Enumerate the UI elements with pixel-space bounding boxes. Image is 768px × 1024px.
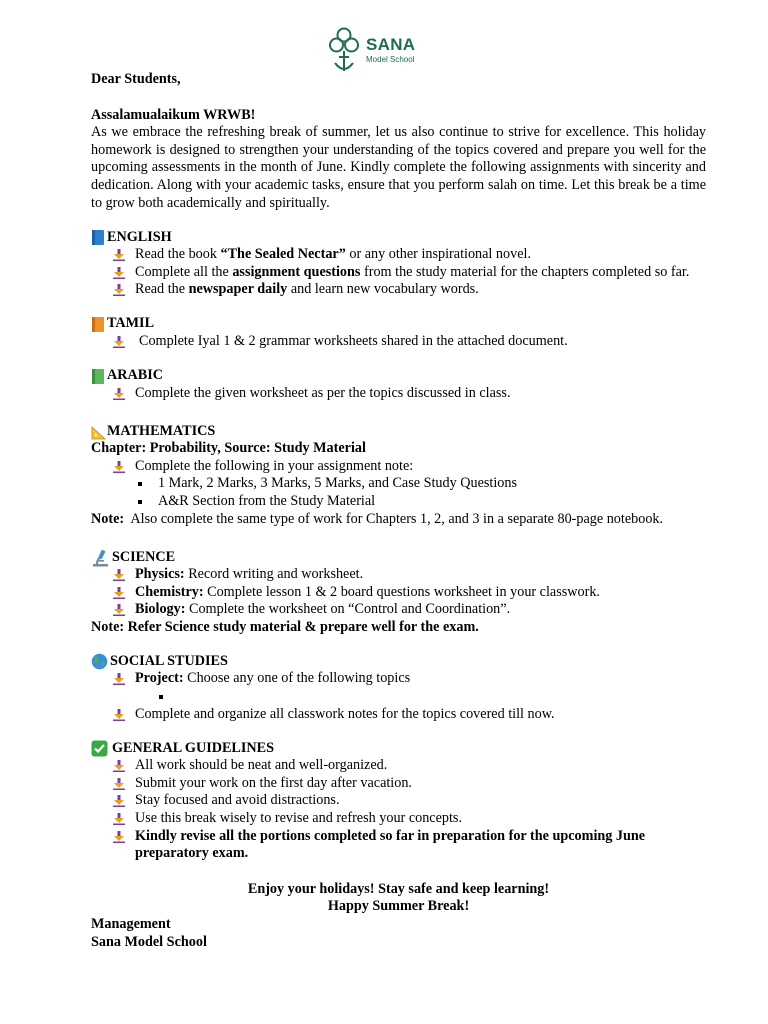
list-item: Biology: Complete the worksheet on “Control and Coordination”. — [91, 601, 706, 619]
closing-line-1: Enjoy your holidays! Stay safe and keep learning! — [247, 880, 550, 897]
arrow-bullet-icon — [113, 388, 125, 400]
logo-name: SANA — [366, 35, 416, 54]
green-book-icon — [91, 368, 106, 385]
triangular-ruler-icon — [91, 423, 106, 440]
list-item: Stay focused and avoid distractions. — [91, 792, 706, 810]
guidelines-heading — [91, 737, 706, 757]
arrow-bullet-icon — [113, 267, 125, 279]
list-item: Submit your work on the first day after vacation. — [91, 775, 706, 793]
greeting: Dear Students, — [91, 71, 181, 87]
list-item: Complete and organize all classwork notes for the topics covered till now. — [91, 706, 706, 724]
arrow-bullet-icon — [113, 795, 125, 807]
letter-body — [91, 71, 706, 951]
arrow-bullet-icon — [113, 461, 125, 473]
square-bullet-icon — [138, 500, 142, 504]
social-list — [91, 670, 706, 688]
list-item: Use this break wisely to revise and refresh your concepts. — [91, 810, 706, 828]
science-heading — [91, 546, 706, 566]
english-heading — [91, 226, 706, 246]
science-list — [91, 566, 706, 619]
sublist-item: A&R Section from the Study Material — [91, 493, 706, 511]
orange-book-icon — [91, 316, 106, 333]
math-note: Note: Also complete the same type of work for Chapters 1, 2, and 3 in a separate 80-page notebook. — [91, 510, 664, 527]
science-title: SCIENCE — [112, 548, 176, 565]
closing-line-2: Happy Summer Break! — [327, 898, 470, 915]
social-title: SOCIAL STUDIES — [110, 652, 228, 669]
social-sublist — [91, 688, 706, 706]
math-list — [91, 458, 706, 476]
list-item: Complete the following in your assignment note: — [91, 458, 706, 476]
arabic-heading — [91, 365, 706, 385]
square-bullet-icon — [159, 695, 163, 699]
logo-subtitle: Model School — [366, 55, 415, 64]
sublist-item: 1 Mark, 2 Marks, 3 Marks, 5 Marks, and Case Study Questions — [91, 475, 706, 493]
square-bullet-icon — [138, 482, 142, 486]
salutation: Assalamualaikum WRWB! — [91, 106, 256, 123]
guidelines-title: GENERAL GUIDELINES — [112, 739, 275, 756]
arrow-bullet-icon — [113, 760, 125, 772]
list-item: Kindly revise all the portions completed so far in preparation for the upcoming June preparatory exam. — [91, 828, 706, 863]
guidelines-list — [91, 757, 706, 863]
list-item: Complete the given worksheet as per the topics discussed in class. — [91, 385, 706, 403]
signature-school: Sana Model School — [91, 933, 207, 950]
globe-icon — [91, 653, 109, 670]
tamil-heading — [91, 313, 706, 333]
science-note: Note: Refer Science study material & prepare well for the exam. — [91, 618, 479, 635]
list-item: All work should be neat and well-organized. — [91, 757, 706, 775]
math-sublist — [91, 475, 706, 510]
arrow-bullet-icon — [113, 813, 125, 825]
math-chapter: Chapter: Probability, Source: Study Material — [91, 440, 366, 457]
check-mark-icon — [91, 740, 111, 757]
arabic-title: ARABIC — [107, 366, 163, 383]
list-item: Project: Choose any one of the following topics — [91, 670, 706, 688]
arrow-bullet-icon — [113, 673, 125, 685]
intro-paragraph: As we embrace the refreshing break of summer, let us also continue to strive for excellence. This holiday homework is designed to strengthen your understanding of the topics covered and prepare you well for the upcoming assessments in the month of June. Kindly complete the following assignments with sincerity and dedication. Along with your academic tasks, ensure that you perform salah on time. Let this break be a time to grow both academically and spiritually. — [91, 124, 706, 211]
arrow-bullet-icon — [113, 249, 125, 261]
list-item: Chemistry: Complete lesson 1 & 2 board questions worksheet in your classwork. — [91, 584, 706, 602]
list-item: Complete Iyal 1 & 2 grammar worksheets shared in the attached document. — [91, 333, 706, 351]
arrow-bullet-icon — [113, 284, 125, 296]
arrow-bullet-icon — [113, 778, 125, 790]
list-item: Complete all the assignment questions from the study material for the chapters completed so far. — [91, 264, 706, 282]
arrow-bullet-icon — [113, 336, 125, 348]
microscope-icon — [91, 549, 111, 566]
list-item: Read the newspaper daily and learn new vocabulary words. — [91, 281, 706, 299]
clover-anchor-icon — [327, 27, 361, 75]
math-title: MATHEMATICS — [107, 422, 216, 439]
arrow-bullet-icon — [113, 709, 125, 721]
social-heading — [91, 650, 706, 670]
arrow-bullet-icon — [113, 569, 125, 581]
arrow-bullet-icon — [113, 587, 125, 599]
arrow-bullet-icon — [113, 604, 125, 616]
english-list — [91, 246, 706, 299]
tamil-title: TAMIL — [107, 315, 155, 332]
list-item: Read the book “The Sealed Nectar” or any other inspirational novel. — [91, 246, 706, 264]
sublist-item — [91, 688, 706, 706]
tamil-list — [91, 333, 706, 351]
arrow-bullet-icon — [113, 831, 125, 843]
signature-management: Management — [91, 916, 171, 932]
social-list-2 — [91, 706, 706, 724]
list-item: Physics: Record writing and worksheet. — [91, 566, 706, 584]
arabic-list — [91, 385, 706, 403]
math-heading — [91, 420, 706, 440]
school-logo — [327, 27, 427, 75]
english-title: ENGLISH — [107, 228, 172, 245]
blue-book-icon — [91, 229, 106, 246]
